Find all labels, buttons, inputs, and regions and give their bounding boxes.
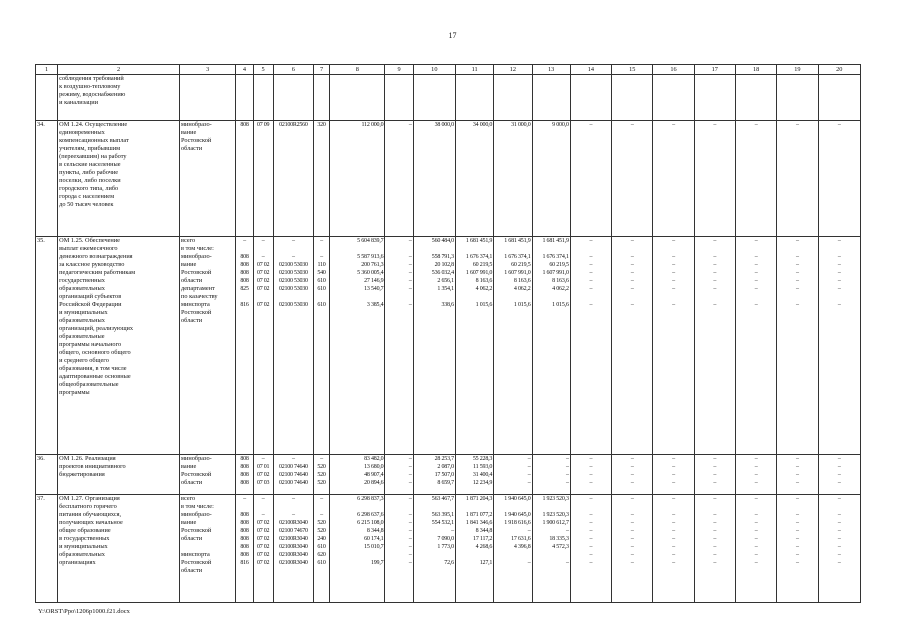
measure-name-cell: ОМ 1.27. Организация бесплатного горячего питания обучающихся, получающих начальное общее образование в государственных и муниципальных образовательных организациях: [58, 495, 180, 603]
value-cell-c11: 1 871 204,3 1 871 077,2 1 841 346,6 8 344,8 17 117,2 4 268,6 127,1: [455, 495, 493, 603]
budget-table: [35, 64, 861, 603]
value-cell-c15: – – – –: [612, 455, 653, 495]
value-cell-c10: 28 253,7 2 087,0 17 507,0 8 659,7: [413, 455, 455, 495]
table-row: [36, 75, 861, 121]
value-cell-c17: – – – – – – –: [694, 237, 735, 455]
value-cell-c5: – – 07 02 07 02 07 02 07 02 07 02 07 02: [253, 495, 273, 603]
value-cell-c15: [612, 75, 653, 121]
column-header: 9: [385, 65, 413, 75]
value-cell-c19: – – – – – – – –: [777, 495, 818, 603]
file-path-footer: Y:\ORST\Ppo\1206p1000.f21.docx: [38, 608, 130, 615]
row-number-cell: 35.: [36, 237, 58, 455]
column-header: 19: [777, 65, 818, 75]
value-cell-c4: – 808 808 808 808 825 816: [236, 237, 253, 455]
value-cell-c18: – – – –: [735, 455, 776, 495]
value-cell-c13: 9 000,0: [532, 121, 570, 237]
value-cell-c6: [273, 75, 313, 121]
value-cell-c15: – – – – – – – –: [612, 495, 653, 603]
value-cell-c12: 1 940 645,0 1 940 645,0 1 918 616,6 – 17 631,6 4 396,8 –: [494, 495, 532, 603]
value-cell-c13: 1 681 451,9 1 676 374,1 60 219,5 1 607 991,0 8 163,6 4 062,2 1 015,6: [532, 237, 570, 455]
table-row: [36, 237, 861, 455]
value-cell-c7: – – 110 540 610 610 610: [313, 237, 329, 455]
column-header: 10: [413, 65, 455, 75]
value-cell-c14: – – – – – – – –: [570, 495, 611, 603]
value-cell-c12: 1 681 451,9 1 676 374,1 60 219,5 1 607 991,0 8 163,6 4 062,2 1 015,6: [494, 237, 532, 455]
value-cell-c19: –: [777, 121, 818, 237]
column-header: 7: [313, 65, 329, 75]
column-header: 5: [253, 65, 273, 75]
value-cell-c18: – – – – – – –: [735, 237, 776, 455]
value-cell-c13: – – – –: [532, 455, 570, 495]
column-header: 2: [58, 65, 180, 75]
value-cell-c8: 83 482,0 13 680,0 48 907,4 20 894,6: [330, 455, 385, 495]
value-cell-c6: 02100R2560: [273, 121, 313, 237]
value-cell-c9: – – – – – – –: [385, 237, 413, 455]
value-cell-c17: [694, 75, 735, 121]
value-cell-c5: – – 07 02 07 02 07 02 07 02 07 02: [253, 237, 273, 455]
column-header: 13: [532, 65, 570, 75]
value-cell-c5: [253, 75, 273, 121]
value-cell-c16: – – – –: [653, 455, 694, 495]
measure-name-cell: соблюдения требований к воздушно-тепловому режиму, водоснабжению и канализации: [58, 75, 180, 121]
column-header: 3: [180, 65, 236, 75]
value-cell-c12: 31 000,0: [494, 121, 532, 237]
value-cell-c10: 563 467,7 563 395,1 554 532,1 – 7 090,0 1 773,0 72,6: [413, 495, 455, 603]
value-cell-c14: – – – –: [570, 455, 611, 495]
value-cell-c5: 07 09: [253, 121, 273, 237]
value-cell-c8: 6 298 837,3 6 298 637,6 6 215 108,0 8 344,8 60 174,1 15 010,7 199,7: [330, 495, 385, 603]
value-cell-c10: 38 000,0: [413, 121, 455, 237]
value-cell-c7: – – 520 520 240 610 620 610: [313, 495, 329, 603]
value-cell-c6: – – 02100R3040 02100 74670 02100R3040 02100R3040 02100R3040 02100R3040: [273, 495, 313, 603]
executor-cell: минобразо- вание Ростовской области: [180, 121, 236, 237]
value-cell-c16: –: [653, 121, 694, 237]
column-header: 1: [36, 65, 58, 75]
executor-cell: всего в том числе: минобразо- вание Ростовской области департамент по казачеству минспорта Ростовской области: [180, 237, 236, 455]
value-cell-c9: –: [385, 121, 413, 237]
column-header: 15: [612, 65, 653, 75]
table-row: [36, 495, 861, 603]
value-cell-c17: – – – –: [694, 455, 735, 495]
measure-name-cell: ОМ 1.26. Реализация проектов инициативного бюджетирования: [58, 455, 180, 495]
column-header: 4: [236, 65, 253, 75]
value-cell-c8: 5 604 839,7 5 587 913,6 200 761,3 5 360 005,4 27 146,9 13 540,7 3 385,4: [330, 237, 385, 455]
executor-cell: всего в том числе: минобразо- вание Ростовской области минспорта Ростовской области: [180, 495, 236, 603]
value-cell-c7: [313, 75, 329, 121]
column-header: 20: [818, 65, 860, 75]
value-cell-c20: –: [818, 121, 860, 237]
value-cell-c15: – – – – – – –: [612, 237, 653, 455]
value-cell-c12: [494, 75, 532, 121]
value-cell-c4: 808 808 808 808: [236, 455, 253, 495]
value-cell-c11: 1 681 451,9 1 676 374,1 60 219,5 1 607 991,0 8 163,6 4 062,2 1 015,6: [455, 237, 493, 455]
value-cell-c19: – – – –: [777, 455, 818, 495]
value-cell-c14: [570, 75, 611, 121]
value-cell-c9: – – – –: [385, 455, 413, 495]
column-header: 6: [273, 65, 313, 75]
column-header: 16: [653, 65, 694, 75]
value-cell-c17: –: [694, 121, 735, 237]
executor-cell: минобразо- вание Ростовской области: [180, 455, 236, 495]
value-cell-c13: 1 923 520,3 1 923 520,3 1 900 612,7 – 18 335,3 4 572,3 –: [532, 495, 570, 603]
column-header: 8: [330, 65, 385, 75]
value-cell-c19: – – – – – – –: [777, 237, 818, 455]
value-cell-c8: 112 000,0: [330, 121, 385, 237]
value-cell-c7: 320: [313, 121, 329, 237]
table-row: [36, 121, 861, 237]
value-cell-c4: 808: [236, 121, 253, 237]
column-header: 17: [694, 65, 735, 75]
value-cell-c9: [385, 75, 413, 121]
value-cell-c19: [777, 75, 818, 121]
value-cell-c16: – – – – – – –: [653, 237, 694, 455]
measure-name-cell: ОМ 1.25. Обеспечение выплат ежемесячного денежного вознаграждения за классное руководство педагогическим работникам государственных образовательных организаций субъектов Российской Федерации и муниципальных образовательных организаций, реализующих образовательные программы начального общего, основного общего и среднего общего образования, в том числе адаптированные основные общеобразовательные программы: [58, 237, 180, 455]
value-cell-c20: [818, 75, 860, 121]
value-cell-c18: – – – – – – – –: [735, 495, 776, 603]
value-cell-c12: – – – –: [494, 455, 532, 495]
value-cell-c18: [735, 75, 776, 121]
page-number: 17: [448, 31, 457, 40]
value-cell-c11: [455, 75, 493, 121]
value-cell-c4: – 808 808 808 808 808 808 816: [236, 495, 253, 603]
value-cell-c7: – 520 520 520: [313, 455, 329, 495]
value-cell-c15: –: [612, 121, 653, 237]
column-header: 11: [455, 65, 493, 75]
value-cell-c9: – – – – – – – –: [385, 495, 413, 603]
column-header: 14: [570, 65, 611, 75]
value-cell-c20: – – – – – – –: [818, 237, 860, 455]
value-cell-c11: 55 228,3 11 593,0 31 400,4 12 234,9: [455, 455, 493, 495]
column-header: 18: [735, 65, 776, 75]
value-cell-c10: 560 484,0 558 791,3 20 102,8 536 032,4 2 656,1 1 354,1 338,6: [413, 237, 455, 455]
column-header: 12: [494, 65, 532, 75]
row-number-cell: 37.: [36, 495, 58, 603]
value-cell-c20: – – – – – – – –: [818, 495, 860, 603]
value-cell-c17: – – – – – – – –: [694, 495, 735, 603]
value-cell-c4: [236, 75, 253, 121]
table-row: [36, 455, 861, 495]
value-cell-c13: [532, 75, 570, 121]
value-cell-c20: – – – –: [818, 455, 860, 495]
value-cell-c8: [330, 75, 385, 121]
row-number-cell: [36, 75, 58, 121]
value-cell-c10: [413, 75, 455, 121]
row-number-cell: 34.: [36, 121, 58, 237]
executor-cell: [180, 75, 236, 121]
row-number-cell: 36.: [36, 455, 58, 495]
header-row: [36, 65, 861, 75]
value-cell-c14: – – – – – – –: [570, 237, 611, 455]
measure-name-cell: ОМ 1.24. Осуществление единовременных компенсационных выплат учителям, прибывшим (переехавшим) на работу в сельские населенные пункты, либо рабочие поселки, либо поселки городского типа, либо города с населением до 50 тысяч человек: [58, 121, 180, 237]
value-cell-c5: – 07 01 07 02 07 03: [253, 455, 273, 495]
value-cell-c14: –: [570, 121, 611, 237]
value-cell-c6: – – 02100 53030 02100 53030 02100 53030 02100 53030 02100 53030: [273, 237, 313, 455]
value-cell-c11: 34 000,0: [455, 121, 493, 237]
value-cell-c18: –: [735, 121, 776, 237]
value-cell-c6: – 02100 74640 02100 74640 02100 74640: [273, 455, 313, 495]
value-cell-c16: – – – – – – – –: [653, 495, 694, 603]
value-cell-c16: [653, 75, 694, 121]
